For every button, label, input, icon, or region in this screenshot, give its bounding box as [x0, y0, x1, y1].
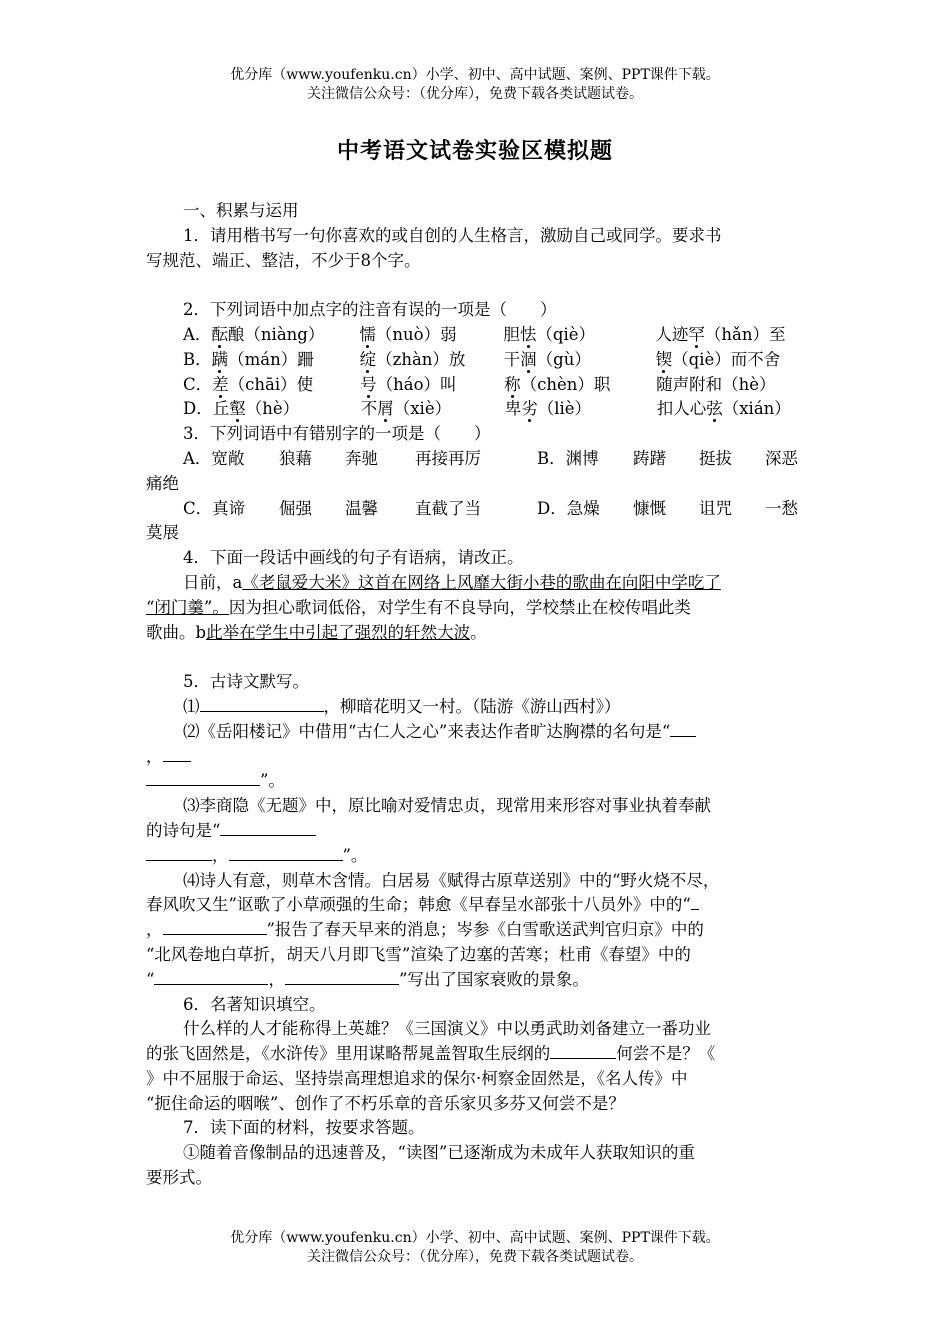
option-text: 人迹: [655, 324, 689, 344]
dotted-char: 蹒: [211, 349, 229, 369]
option-text: 丘: [212, 399, 230, 419]
text: “: [146, 969, 155, 989]
word: 诅咒: [699, 498, 732, 518]
dotted-char: 号: [360, 374, 377, 394]
option-text: （hè）: [245, 399, 300, 419]
answer-blank[interactable]: [691, 893, 699, 910]
text: ，: [146, 920, 163, 940]
dotted-char: 酝: [211, 324, 228, 344]
q3-options-cd: [146, 497, 806, 522]
option-text: （chèn）职: [520, 374, 611, 394]
underlined-sentence-b: 此举在学生中引起了强烈的轩然大波: [206, 622, 471, 642]
option-letter: B．: [183, 349, 212, 369]
answer-blank[interactable]: [550, 1042, 616, 1059]
q5-item-4-line-2: [146, 893, 806, 918]
text: ”。: [342, 845, 368, 865]
word: 一愁: [765, 498, 798, 518]
option-text: （liè）: [537, 399, 592, 419]
option-text: （gù）: [536, 349, 591, 369]
q5-item-3-line-3: [146, 844, 806, 869]
dotted-char: 屑: [377, 399, 394, 419]
q5-item-4-line-4: “北风卷地白草折，胡天八月即飞雪”渲染了边塞的苦寒；杜甫《春望》中的: [146, 944, 691, 964]
text: 因为担心歌词低俗，对学生有不良导向，学校禁止在校传唱此类: [228, 597, 691, 617]
text: 日前，a: [183, 572, 243, 592]
page-header: [0, 66, 950, 104]
option-text: 扣人心: [656, 399, 707, 419]
q4-stem: 4．下面一段话中画线的句子有语病，请改正。: [183, 548, 524, 568]
q6-stem: 6．名著知识填空。: [183, 994, 326, 1014]
dotted-char: 弦: [706, 399, 723, 419]
q4-para-line-3: [146, 621, 806, 646]
q3-option-d-cont: 莫展: [146, 523, 179, 543]
option-text: 干: [503, 349, 521, 369]
q3-option-b-cont: 痛绝: [146, 473, 179, 493]
option-text: （nuò）弱: [375, 324, 457, 344]
q7-line-2: 要形式。: [146, 1168, 212, 1188]
answer-blank[interactable]: [220, 819, 316, 836]
q4-para-line-2: [146, 596, 806, 621]
option-text: （chāi）使: [228, 374, 314, 394]
q6-line-2: [146, 1042, 806, 1067]
dotted-char: 壑: [229, 399, 246, 419]
underlined-sentence-a: 《老鼠爱大米》这首在网络上风靡大街小巷的歌曲在向阳中学吃了: [242, 572, 721, 592]
text: ”写出了国家衰败的景象。: [398, 969, 589, 989]
text: ，: [212, 845, 229, 865]
answer-blank[interactable]: [146, 769, 260, 786]
item-number: ⑴: [183, 696, 200, 716]
q2-option-b: [146, 348, 806, 373]
dotted-char: 锲: [655, 349, 673, 369]
q2-option-d: [146, 397, 806, 422]
dotted-char: 怯: [519, 324, 537, 344]
q2-stem: 2．下列词语中加点字的注音有误的一项是（ ）: [183, 300, 557, 320]
page-title: 中考语文试卷实验区模拟题: [336, 139, 613, 164]
q5-item-4-line-5: [146, 968, 806, 993]
answer-blank[interactable]: [285, 968, 399, 985]
option-text: （hè）: [722, 374, 776, 394]
option-text: 酿（niàng）: [227, 324, 325, 344]
text: 歌曲。b: [146, 622, 207, 642]
q4-para-line-1: [146, 571, 806, 596]
document-body: [146, 199, 806, 1191]
answer-blank[interactable]: [229, 844, 343, 861]
answer-blank[interactable]: [163, 745, 191, 762]
q7-stem: 7．读下面的材料，按要求答题。: [183, 1118, 425, 1138]
text: ，柳暗花明又一村。（陆游《游山西村》）: [323, 696, 621, 716]
option-text: （qiè）: [536, 324, 596, 344]
option-text: 不: [360, 399, 378, 419]
option-text: （xiè）: [393, 399, 452, 419]
text: 春风吹又生”讴歌了小草顽强的生命；韩愈《早春呈水部张十八员外》中的“: [146, 895, 691, 915]
q5-item-3-line-2: [146, 819, 806, 844]
answer-blank[interactable]: [146, 844, 212, 861]
q5-item-4-line-3: [146, 918, 806, 943]
footer-line-1: 优分库（www.youfenku.cn）小学、初中、高中试题、案例、PPT课件下载。: [230, 1230, 720, 1246]
q7-line-1: ①随着音像制品的迅速普及，“读图”已逐渐成为未成年人获取知识的重: [183, 1143, 695, 1163]
q2-option-c: [146, 373, 806, 398]
answer-blank[interactable]: [200, 695, 324, 712]
q5-stem: 5．古诗文默写。: [183, 672, 309, 692]
word: A．宽敞: [183, 448, 245, 468]
word: B．渊博: [537, 448, 599, 468]
text: ”报告了春天早来的消息；岑参《白雪歌送武判官归京》中的: [266, 920, 704, 940]
dotted-char: 差: [212, 374, 229, 394]
option-text: （háo）叫: [376, 374, 457, 394]
word: 奔驰: [345, 448, 378, 468]
word: 深恶: [765, 448, 798, 468]
word: 狼藉: [279, 448, 312, 468]
word: 直截了当: [415, 498, 481, 518]
option-text: （zhàn）放: [376, 349, 466, 369]
answer-blank[interactable]: [670, 720, 696, 737]
q1-line-2: 写规范、端正、整洁，不少于8个字。: [146, 250, 421, 270]
dotted-char: 称: [504, 374, 521, 394]
text: ⑵《岳阳楼记》中借用“古仁人之心”来表达作者旷达胸襟的名句是“: [183, 721, 671, 741]
q6-line-4: “扼住命运的咽喉”、创作了不朽乐章的音乐家贝多芬又何尝不是？: [146, 1093, 625, 1113]
q5-item-3-line-1: ⑶李商隐《无题》中，原比喻对爱情忠贞，现常用来形容对事业执着奉献: [183, 796, 711, 816]
option-letter: C．: [183, 374, 213, 394]
text: 何尝不是？《: [616, 1044, 716, 1064]
option-text: 随声附和: [656, 374, 723, 394]
option-text: 胆: [503, 324, 520, 344]
word: D．急燥: [537, 498, 600, 518]
word: 踌躇: [633, 448, 666, 468]
word: 再接再厉: [415, 448, 481, 468]
text: 的张飞固然是，《水浒传》里用谋略帮晁盖智取生辰纲的: [146, 1044, 551, 1064]
word: 倔强: [279, 498, 312, 518]
word: 温馨: [345, 498, 378, 518]
word: C．真谛: [183, 498, 246, 518]
underlined-sentence-a-end: “闭门羹”。: [146, 597, 229, 617]
text: ，: [146, 746, 163, 766]
q3-stem: 3．下列词语中有错别字的一项是（ ）: [183, 424, 491, 444]
page-footer: [0, 1229, 950, 1267]
dotted-char: 涸: [520, 349, 537, 369]
answer-blank[interactable]: [154, 968, 268, 985]
text: 。: [470, 622, 487, 642]
word: 挺拔: [699, 448, 732, 468]
footer-line-2: 关注微信公众号：（优分库），免费下载各类试题试卷。: [307, 1249, 643, 1265]
dotted-char: 劣: [521, 399, 538, 419]
option-letter: D．: [183, 399, 213, 419]
option-letter: A．: [183, 324, 212, 344]
option-text: （hǎn）至: [704, 324, 786, 344]
word: 慷慨: [633, 498, 666, 518]
answer-blank[interactable]: [163, 918, 267, 935]
q5-item-2-line-1: [146, 720, 806, 745]
header-line-1: 优分库（www.youfenku.cn）小学、初中、高中试题、案例、PPT课件下载。: [230, 67, 720, 83]
q5-item-1: [146, 695, 806, 720]
q2-option-a: [146, 323, 806, 348]
section-heading: 一、积累与运用: [183, 201, 299, 220]
q6-line-1: 什么样的人才能称得上英雄？《三国演义》中以勇武助刘备建立一番功业: [183, 1019, 711, 1039]
q1-line-1: 1．请用楷书写一句你喜欢的或自创的人生格言，激励自己或同学。要求书: [183, 225, 722, 245]
dotted-char: 罕: [688, 324, 705, 344]
option-text: （mán）跚: [228, 349, 314, 369]
header-line-2: 关注微信公众号：（优分库），免费下载各类试题试卷。: [307, 86, 643, 102]
dotted-char: 懦: [359, 324, 376, 344]
text: 的诗句是“: [146, 820, 221, 840]
option-text: 卑: [504, 399, 522, 419]
q5-item-2-line-2: [146, 745, 806, 770]
q5-item-2-line-3: [146, 769, 806, 794]
text: ，: [268, 969, 285, 989]
option-text: （xián）: [722, 399, 791, 419]
q6-line-3: 》中不屈服于命运、坚持崇高理想追求的保尔·柯察金固然是，《名人传》中: [146, 1068, 688, 1088]
q5-item-4-line-1: ⑷诗人有意，则草木含情。白居易《赋得古原草送别》中的“野火烧不尽，: [183, 870, 720, 890]
option-text: （qiè）而不舍: [672, 349, 781, 369]
dotted-char: 绽: [359, 349, 377, 369]
text: ”。: [260, 771, 285, 791]
q3-options-ab: [146, 447, 806, 472]
